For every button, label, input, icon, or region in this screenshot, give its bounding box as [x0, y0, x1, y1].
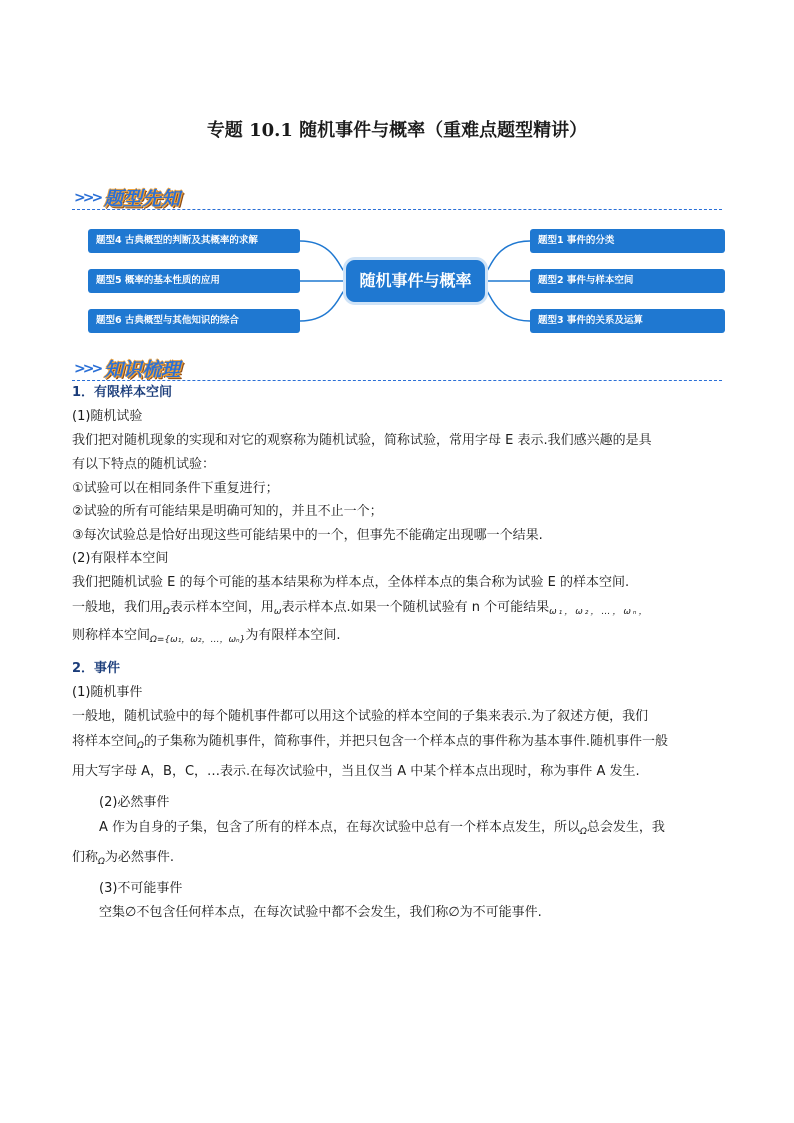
paragraph-line: A 作为自身的子集，包含了所有的样本点，在每次试验中总有一个样本点发生，所以$_\Omega$总会发生，我 [99, 820, 665, 837]
heading-finite-sample-space: 1．有限样本空间 [72, 385, 173, 400]
dashed-divider [72, 380, 722, 381]
paragraph-line: 空集∅不包含任何样本点，在每次试验中都不会发生，我们称∅为不可能事件. [99, 905, 542, 920]
paragraph-line: 一般地，我们用$_\Omega$表示样本空间，用$_\omega$表示样本点.如果一个随机试验有 n 个可能结果$_{\omega_1,\omega_2,\dots,\omega_n,}$ [72, 600, 650, 617]
section-header-text: 知识梳理 [104, 359, 181, 381]
paragraph-line: 有以下特点的随机试验： [72, 457, 216, 472]
page-title: 专题 10.1 随机事件与概率（重难点题型精讲） [206, 120, 588, 141]
mindmap-node-type6: 题型6 古典概型与其他知识的综合 [88, 309, 300, 333]
heading-events: 2．事件 [72, 661, 121, 676]
connector-right-1 [486, 241, 530, 272]
subheading-impossible-event: (3)不可能事件 [99, 881, 183, 896]
mindmap-node-type1: 题型1 事件的分类 [530, 229, 725, 253]
paragraph-line: 我们把对随机现象的实现和对它的观察称为随机试验，简称试验，常用字母 E 表示.我们感兴趣的是具 [72, 433, 652, 448]
mindmap-node-type2: 题型2 事件与样本空间 [530, 269, 725, 293]
paragraph-line: 们称$_\Omega$为必然事件. [72, 850, 175, 867]
paragraph-line: 则称样本空间$_{\Omega=\{\omega_1,\omega_2,\dots,\omega_n\}}$为有限样本空间. [72, 628, 341, 645]
paragraph-line: 我们把随机试验 E 的每个可能的基本结果称为样本点，全体样本点的集合称为试验 E 的样本空间. [72, 575, 630, 590]
connector-left-3 [300, 290, 345, 321]
mindmap-node-type5: 题型5 概率的基本性质的应用 [88, 269, 300, 293]
connector-left-1 [300, 241, 345, 272]
subheading-certain-event: (2)必然事件 [99, 795, 170, 810]
section-header-text: 题型先知 [104, 188, 181, 210]
paragraph-line: 用大写字母 A，B，C，…表示.在每次试验中，当且仅当 A 中某个样本点出现时，称为事件 A 发生. [72, 764, 640, 779]
subheading-random-event: (1)随机事件 [72, 685, 143, 700]
subheading-finite-sample-space: (2)有限样本空间 [72, 551, 169, 566]
mindmap-center-node: 随机事件与概率 [343, 257, 488, 305]
chevron-icon: >>> [74, 361, 101, 377]
section-header-knowledge [72, 355, 722, 381]
chevron-icon: >>> [74, 190, 101, 206]
subheading-random-trial: (1)随机试验 [72, 409, 143, 424]
connector-right-3 [486, 290, 530, 321]
paragraph-line: 一般地，随机试验中的每个随机事件都可以用这个试验的样本空间的子集来表示.为了叙述方便，我们 [72, 709, 649, 724]
list-item: ③每次试验总是恰好出现这些可能结果中的一个，但事先不能确定出现哪一个结果. [72, 528, 543, 543]
list-item: ①试验可以在相同条件下重复进行； [72, 481, 279, 496]
paragraph-line: 将样本空间$_\Omega$的子集称为随机事件，简称事件，并把只包含一个样本点的事件称为基本事件.随机事件一般 [72, 734, 669, 751]
list-item: ②试验的所有可能结果是明确可知的，并且不止一个； [72, 504, 383, 519]
mindmap-node-type3: 题型3 事件的关系及运算 [530, 309, 725, 333]
mindmap-node-type4: 题型4 古典概型的判断及其概率的求解 [88, 229, 300, 253]
